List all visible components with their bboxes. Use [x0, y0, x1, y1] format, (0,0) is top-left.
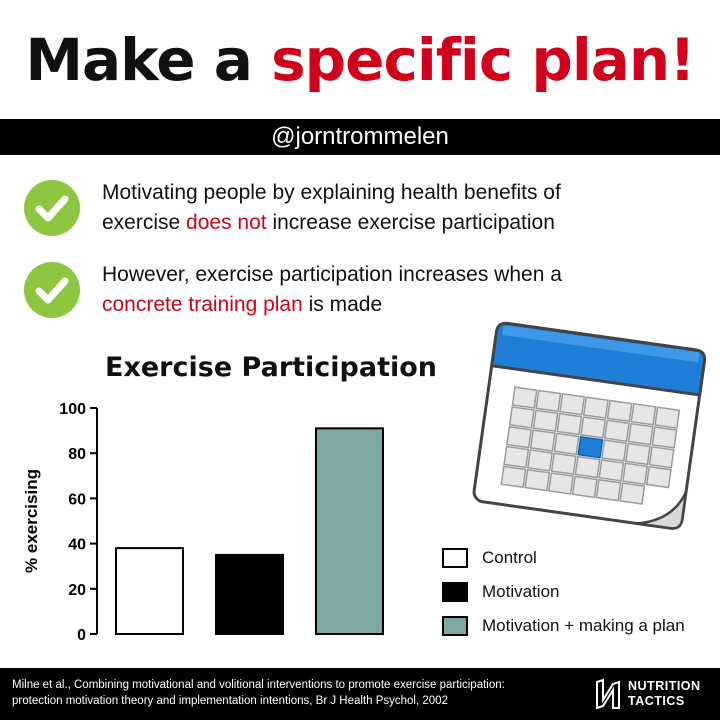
key-point-2-line1: However, exercise participation increases when a: [102, 263, 562, 286]
y-tick-label: 80: [68, 446, 86, 464]
y-tick-label: 40: [68, 536, 86, 554]
key-point-2-line2-post: is made: [302, 293, 383, 316]
key-point-1-line1: Motivating people by explaining health benefits of: [102, 181, 561, 204]
chart-title: Exercise Participation: [105, 352, 438, 383]
brand-line-1: NUTRITION: [628, 679, 701, 693]
bar-chart: [0, 390, 430, 650]
key-point-1-highlight: does not: [186, 211, 267, 234]
bar-1: [216, 555, 283, 634]
y-axis-ticks: [59, 401, 97, 644]
brand-line-2: TACTICS: [628, 694, 685, 708]
y-tick-label: 20: [68, 581, 86, 599]
key-point-2: [24, 262, 584, 326]
brand-name: [628, 679, 701, 709]
title-part-black: Make a: [25, 26, 272, 94]
legend-label: Control: [482, 548, 537, 567]
key-point-1-text: [102, 178, 622, 238]
key-point-1-line2-post: increase exercise participation: [266, 211, 555, 234]
key-point-1: [24, 180, 584, 244]
y-tick-label: 60: [68, 491, 86, 509]
handle-bar: [0, 119, 720, 155]
legend-label: Motivation + making a plan: [482, 616, 685, 635]
reference-line-1: Milne et al., Combining motivational and volitional interventions to promote exercise participation:: [12, 679, 505, 691]
nutrition-tactics-logo-icon: [594, 678, 622, 710]
legend-swatch: [442, 616, 468, 636]
legend-swatch: [442, 548, 468, 568]
y-tick-label: 100: [59, 401, 86, 418]
check-circle-icon: [24, 180, 80, 236]
bar-0: [116, 548, 183, 634]
key-point-2-highlight: concrete training plan: [102, 293, 303, 316]
bars: [116, 428, 383, 634]
key-point-2-text: [102, 260, 622, 320]
key-point-1-line2-pre: exercise: [102, 211, 187, 234]
key-point-2-line2: [102, 290, 622, 320]
calendar-icon: [470, 318, 715, 533]
title-part-red: specific plan!: [271, 26, 695, 94]
legend-label: Motivation: [482, 582, 560, 601]
page-title: [0, 20, 720, 100]
bar-2: [316, 428, 383, 634]
key-point-1-line2: [102, 208, 622, 238]
twitter-handle: @jorntrommelen: [271, 123, 449, 150]
y-axis-label: % exercising: [22, 469, 41, 573]
reference-citation: [12, 677, 582, 709]
footer: [0, 668, 720, 720]
check-circle-icon: [24, 262, 80, 318]
legend-swatch: [442, 582, 468, 602]
reference-line-2: protection motivation theory and implementation intentions, Br J Health Psychol, 2002: [12, 695, 448, 707]
y-tick-label: 0: [77, 627, 86, 644]
